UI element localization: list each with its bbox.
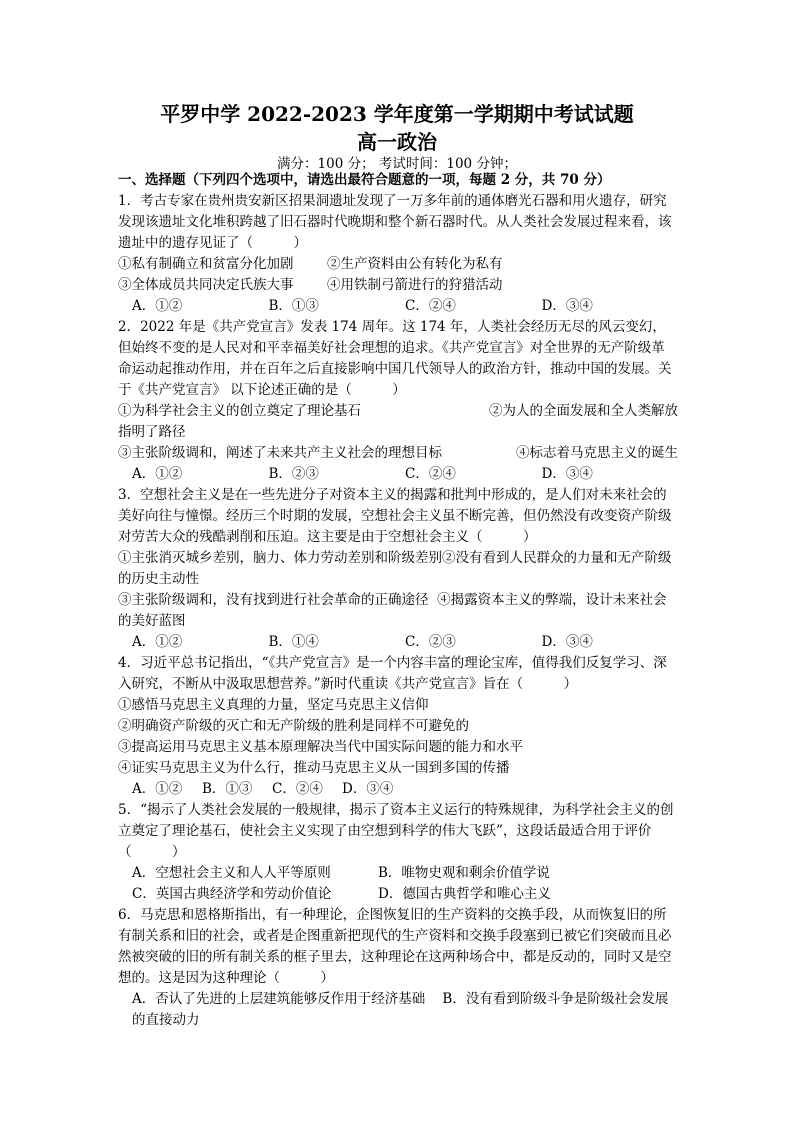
statement-row xyxy=(118,590,678,632)
answer-options xyxy=(118,296,678,317)
question-stem: 6．马克思和恩格斯指出，有一种理论，企图恢复旧的生产资料的交换手段，从而恢复旧的所有制关系和旧的社会，或者是企图重新把现代的生产资料和交换手段塞到已被它们突破而且必然被突破的旧的所有制关系的框子里去，这种理论在这两种场合中，都是反动的，同时又是空想的。这是因为这种理论（ ） xyxy=(118,907,672,986)
statement: ②生产资料由公有转化为私有 xyxy=(327,256,503,272)
option-c[interactable]: C．②④ xyxy=(405,298,456,314)
option-c[interactable]: C．②④ xyxy=(272,781,323,797)
exam-subject: 高一政治 xyxy=(357,130,437,154)
statement: ④用铁制弓箭进行的狩猎活动 xyxy=(327,277,503,293)
option-d[interactable]: D．③④ xyxy=(541,466,593,482)
option-a[interactable]: A．①② xyxy=(132,298,183,314)
option-b[interactable]: B．唯物史观和剩余价值学说 xyxy=(378,865,550,881)
statement: ①私有制确立和贫富分化加剧 xyxy=(118,256,294,272)
exam-meta: 满分：100 分； 考试时间：100 分钟； xyxy=(277,156,517,172)
exam-title: 平罗中学 2022-2023 学年度第一学期期中考试试题 xyxy=(160,102,634,126)
statement: ③全体成员共同决定氏族大事 xyxy=(118,277,294,293)
answer-options xyxy=(118,464,678,485)
statement: ①感悟马克思主义真理的力量，坚定马克思主义信仰 xyxy=(118,697,429,713)
question-5 xyxy=(118,800,678,905)
statement: ③主张阶级调和，没有找到进行社会革命的正确途径 xyxy=(118,592,429,608)
answer-options xyxy=(118,884,678,905)
option-a[interactable]: A．①② xyxy=(132,634,183,650)
section-heading: 一、选择题（下列四个选项中，请选出最符合题意的一项，每题 2 分，共 70 分） xyxy=(118,172,611,188)
statement-row xyxy=(118,443,678,464)
question-stem: 3．空想社会主义是在一些先进分子对资本主义的揭露和批判中形成的，是人们对未来社会的美好向往与憧憬。经历三个时期的发展，空想社会主义虽不断完善，但仍然没有改变资产阶级对劳苦大众的残酷剥削和压迫。这主要是由于空想社会主义（ ） xyxy=(118,487,672,545)
statement-row xyxy=(118,275,678,296)
statement: ①为科学社会主义的创立奠定了理论基石 xyxy=(118,403,361,419)
option-b[interactable]: B．②③ xyxy=(268,466,319,482)
option-b[interactable]: B．①③ xyxy=(268,298,319,314)
question-6 xyxy=(118,905,678,1031)
question-4 xyxy=(118,653,678,800)
statement: ③主张阶级调和，阐述了未来共产主义社会的理想目标 xyxy=(118,445,442,461)
question-2 xyxy=(118,317,678,485)
statement-row xyxy=(118,401,678,422)
answer-options xyxy=(118,863,678,884)
statement-row xyxy=(118,254,678,275)
question-stem: 2．2022 年是《共产党宣言》发表 174 周年。这 174 年，人类社会经历无尽的风云变幻，但始终不变的是人民对和平幸福美好社会理想的追求。《共产党宣言》对全世界的无产阶级革命运动起推动作用，并在百年之后直接影响中国几代领导人的政治方针，推动中国的发展。关于《共产党宣言》 以下论述正确的是（ ） xyxy=(118,319,672,398)
option-b[interactable]: B．①④ xyxy=(268,634,319,650)
statement: ②明确资产阶级的灭亡和无产阶级的胜利是同样不可避免的 xyxy=(118,718,469,734)
option-c[interactable]: C．②③ xyxy=(405,634,456,650)
option-d[interactable]: D．③④ xyxy=(541,298,593,314)
answer-options xyxy=(118,989,678,1031)
option-d[interactable]: D．德国古典哲学和唯心主义 xyxy=(378,886,551,902)
option-b[interactable]: B．没有看到阶级斗争是阶级社会发展的直接动力 xyxy=(132,991,669,1028)
option-c[interactable]: C．②④ xyxy=(405,466,456,482)
option-a[interactable]: A．①② xyxy=(132,466,183,482)
option-d[interactable]: D．③④ xyxy=(342,781,394,797)
answer-options xyxy=(118,779,678,800)
question-1 xyxy=(118,191,678,317)
statement: ③提高运用马克思主义基本原理解决当代中国实际问题的能力和水平 xyxy=(118,739,523,755)
question-stem: 1．考古专家在贵州贵安新区招果洞遗址发现了一万多年前的通体磨光石器和用火遗存，研究发现该遗址文化堆积跨越了旧石器时代晚期和整个新石器时代。从人类社会发展过程来看，该遗址中的遗存见证了（ ） xyxy=(118,193,672,251)
statement: ①主张消灭城乡差别，脑力、体力劳动差别和阶级差别②没有看到人民群众的力量和无产阶级的历史主动性 xyxy=(118,550,672,587)
exam-content xyxy=(118,170,678,1031)
question-stem: 4．习近平总书记指出，“《共产党宣言》是一个内容丰富的理论宝库，值得我们反复学习、深入研究，不断从中汲取思想营养。”新时代重读《共产党宣言》旨在（ ） xyxy=(118,655,667,692)
question-3 xyxy=(118,485,678,653)
statement: 指明了路径 xyxy=(118,424,186,440)
option-b[interactable]: B．①③ xyxy=(202,781,253,797)
statement: ④揭露资本主义的弊端，设计未来社会的美好蓝图 xyxy=(118,592,667,629)
answer-options xyxy=(118,632,678,653)
statement: ④证实马克思主义为什么行，推动马克思主义从一国到多国的传播 xyxy=(118,760,510,776)
option-a[interactable]: A．空想社会主义和人人平等原则 xyxy=(132,865,331,881)
question-stem: 5．“揭示了人类社会发展的一般规律，揭示了资本主义运行的特殊规律，为科学社会主义的创立奠定了理论基石，使社会主义实现了由空想到科学的伟大飞跃”，这段话最适合用于评价（ ） xyxy=(118,802,674,860)
statement: ④标志着马克思主义的诞生 xyxy=(516,445,678,461)
statement: ②为人的全面发展和全人类解放 xyxy=(489,403,678,419)
option-c[interactable]: C．英国古典经济学和劳动价值论 xyxy=(132,886,332,902)
option-a[interactable]: A．①② xyxy=(132,781,183,797)
option-a[interactable]: A．否认了先进的上层建筑能够反作用于经济基础 xyxy=(132,991,426,1007)
option-d[interactable]: D．③④ xyxy=(541,634,593,650)
